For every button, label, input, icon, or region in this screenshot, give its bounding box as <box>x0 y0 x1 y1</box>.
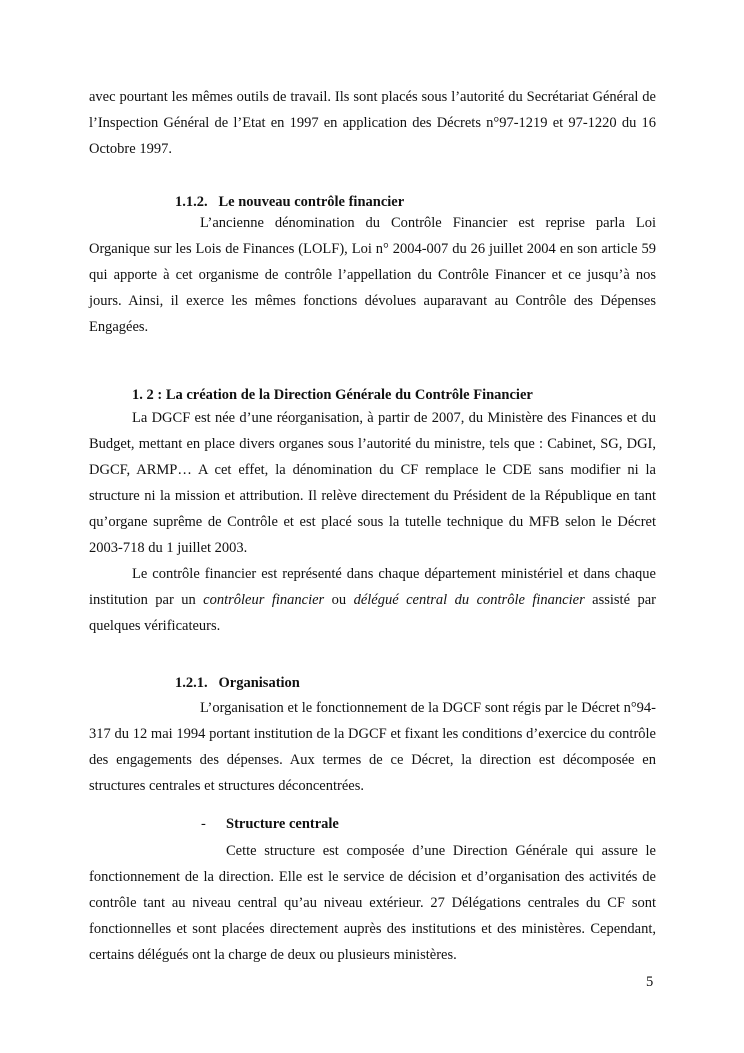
paragraph-structure-centrale: Cette structure est composée d’une Direction Générale qui assure le fonctionnement de la direction. Elle est le service de décision et d’organisation des activités de contrôle tant au niveau central qu’au niveau extérieur. 27 Délégations centrales du CF sont fonctionnelles et sont placées directement auprès des institutions et des ministères. Cependant, certains délégués ont la charge de deux ou plusieurs ministères. <box>89 843 656 963</box>
heading-1-1-2 <box>175 192 404 212</box>
heading-structure-centrale: Structure centrale <box>226 816 339 832</box>
list-dash: - <box>201 816 206 832</box>
paragraph-organisation: L’organisation et le fonctionnement de la DGCF sont régis par le Décret n°94-317 du 12 mai 1994 portant institution de la DGCF et fixant les conditions d’exercice du contrôle des engagements des dépenses. Aux termes de ce Décret, la direction est décomposée en structures centrales et structures déconcentrées. <box>89 700 656 794</box>
heading-number: 1.2.1. <box>175 675 208 691</box>
text-segment: ou <box>324 592 354 608</box>
emphasis-delegue: délégué central du contrôle financier <box>353 592 585 608</box>
paragraph-nouveau-controle: L’ancienne dénomination du Contrôle Financier est reprise parla Loi Organique sur les Lois de Finances (LOLF), Loi n° 2004-007 du 26 juillet 2004 en son article 59 qui apporte à cet organisme de contrôle l’appellation du Contrôle Financer et ce jusqu’à nos jours. Ainsi, il exerce les mêmes fonctions dévolues auparavant au Contrôle des Dépenses Engagées. <box>89 215 656 335</box>
paragraph-intro: avec pourtant les mêmes outils de travail. Ils sont placés sous l’autorité du Secrétariat Général de l’Inspection Général de l’Etat en 1997 en application des Décrets n°97-1219 et 97-1220 du 16 Octobre 1997. <box>89 89 656 157</box>
heading-title: Organisation <box>218 675 300 691</box>
heading-title: Le nouveau contrôle financier <box>218 194 405 210</box>
heading-number: 1.1.2. <box>175 194 208 210</box>
text-segment: assisté par quelques vérificateurs. <box>89 592 656 634</box>
heading-1-2-1 <box>175 673 300 693</box>
emphasis-controleur: contrôleur financier <box>203 592 325 608</box>
paragraph-dgcf-creation: La DGCF est née d’une réorganisation, à partir de 2007, du Ministère des Finances et du Budget, mettant en place divers organes sous l’autorité du ministre, tels que : Cabinet, SG, DGI, DGCF, ARMP… A cet effet, la dénomination du CF remplace le CDE sans modifier ni la structure ni la mission et attribution. Il relève directement du Président de la République en tant qu’organe suprême de Contrôle et est placé sous la tutelle technique du MFB selon le Décret 2003-718 du 1 juillet 2003. <box>89 410 656 556</box>
text-segment: Le contrôle financier est représenté dans chaque département ministériel et dans chaque institution par un <box>89 566 656 608</box>
heading-1-2: 1. 2 : La création de la Direction Générale du Contrôle Financier <box>132 387 533 403</box>
page-number: 5 <box>646 974 654 990</box>
paragraph-representation <box>89 561 656 639</box>
